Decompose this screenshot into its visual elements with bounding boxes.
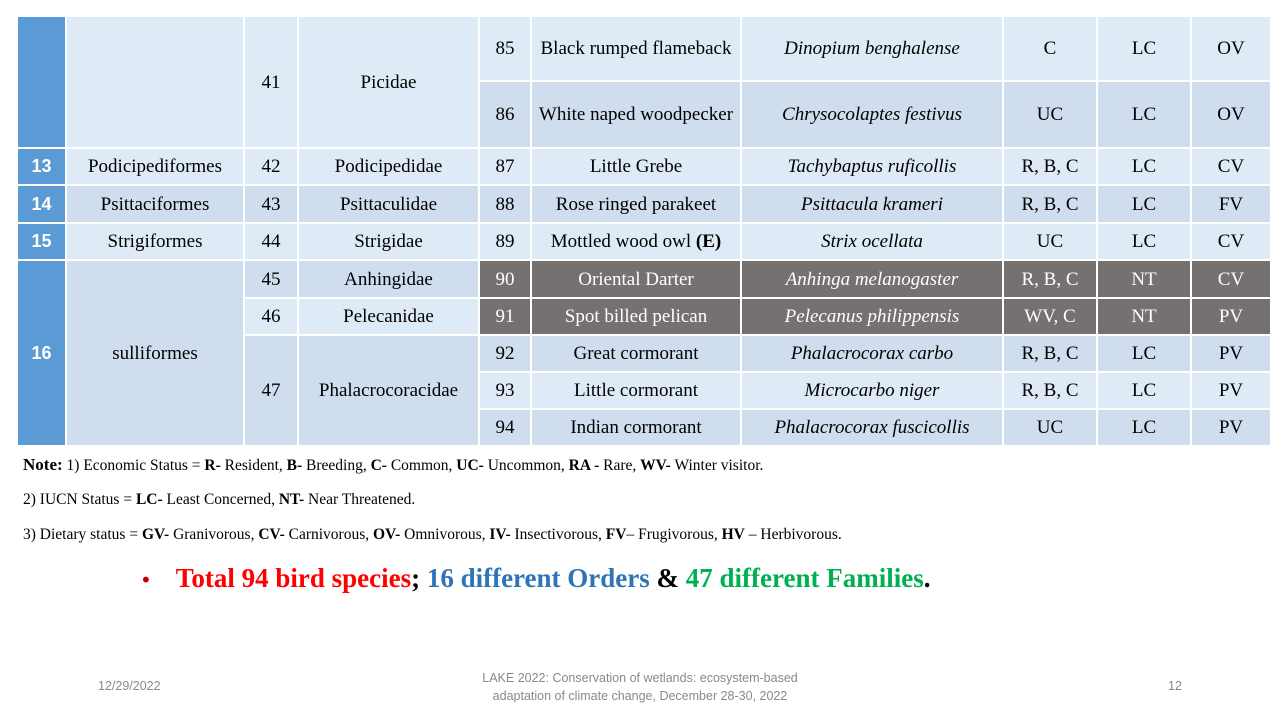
common-name-text: Mottled wood owl [550,231,692,252]
scientific-name-cell: Psittacula krameri [741,185,1003,223]
order-cell [66,16,244,148]
family-cell: Pelecanidae [298,298,479,335]
dietary-status-cell: CV [1191,148,1271,185]
note-label: Note: [23,455,63,474]
common-name-cell: Oriental Darter [531,260,741,298]
serial-number-cell: 92 [479,335,531,372]
iucn-status-cell: LC [1097,409,1191,446]
economic-status-cell: UC [1003,81,1097,148]
endemic-marker: (E) [695,231,722,252]
note-dietary-status [23,526,842,544]
order-cell: sulliformes [66,260,244,446]
order-cell: Strigiformes [66,223,244,260]
summary-separator: & [649,563,686,593]
iucn-items [136,491,415,508]
family-number-cell: 42 [244,148,298,185]
legend-value: – Frugivorous, [626,526,722,543]
serial-number-cell: 88 [479,185,531,223]
summary-families: 47 different Families [685,563,924,593]
serial-number-cell: 86 [479,81,531,148]
legend-value: Least Concerned, [162,491,279,508]
common-name-cell: Little cormorant [531,372,741,409]
legend-value: Omnivorous, [400,526,490,543]
order-number-cell [17,16,66,148]
diet-prefix: 3) Dietary status = [23,526,142,543]
family-number-cell: 46 [244,298,298,335]
bird-species-table [16,15,1272,447]
summary-separator: ; [411,563,427,593]
iucn-prefix: 2) IUCN Status = [23,491,136,508]
legend-value: Resident, [220,457,287,474]
family-cell: Psittaculidae [298,185,479,223]
legend-key: CV- [258,526,285,543]
diet-items [142,526,842,543]
common-name-cell: Black rumped flameback [531,16,741,81]
scientific-name-cell: Microcarbo niger [741,372,1003,409]
serial-number-cell: 93 [479,372,531,409]
scientific-name-cell: Dinopium benghalense [741,16,1003,81]
iucn-status-cell: LC [1097,335,1191,372]
table-row [17,16,1271,81]
order-cell: Podicipediformes [66,148,244,185]
bullet-icon: • [140,568,152,592]
dietary-status-cell: PV [1191,409,1271,446]
dietary-status-cell: FV [1191,185,1271,223]
legend-value: – Herbivorous. [744,526,842,543]
legend-key: RA - [568,457,600,474]
legend-key: R- [204,457,221,474]
legend-key: WV- [640,457,671,474]
dietary-status-cell: CV [1191,223,1271,260]
scientific-name-cell: Strix ocellata [741,223,1003,260]
common-name-cell: Great cormorant [531,335,741,372]
economic-status-cell: C [1003,16,1097,81]
iucn-status-cell: LC [1097,185,1191,223]
footer-title-line2: adaptation of climate change, December 28-30, 2022 [492,689,788,703]
legend-key: B- [286,457,303,474]
dietary-status-cell: OV [1191,16,1271,81]
common-name-cell [531,223,741,260]
dietary-status-cell: PV [1191,335,1271,372]
economic-status-cell: UC [1003,223,1097,260]
common-name-cell: Little Grebe [531,148,741,185]
footer-date: 12/29/2022 [98,679,161,693]
summary-end: . [923,563,931,593]
legend-key: HV [721,526,745,543]
common-name-cell: White naped woodpecker [531,81,741,148]
iucn-status-cell: LC [1097,148,1191,185]
economic-status-cell: R, B, C [1003,148,1097,185]
family-number-cell: 41 [244,16,298,148]
scientific-name-cell: Pelecanus philippensis [741,298,1003,335]
summary-line [140,563,930,594]
legend-value: Near Threatened. [304,491,416,508]
order-number-cell: 16 [17,260,66,446]
legend-key: C- [370,457,387,474]
footer-page-number: 12 [1168,679,1182,693]
dietary-status-cell: CV [1191,260,1271,298]
legend-key: OV- [373,526,401,543]
table-row [17,185,1271,223]
family-number-cell: 47 [244,335,298,446]
legend-key: IV- [489,526,511,543]
legend-value: Winter visitor. [670,457,764,474]
dietary-status-cell: PV [1191,372,1271,409]
dietary-status-cell: PV [1191,298,1271,335]
iucn-status-cell: LC [1097,372,1191,409]
legend-key: FV [605,526,627,543]
legend-value: Breeding, [302,457,371,474]
legend-value: Carnivorous, [284,526,373,543]
iucn-status-cell: LC [1097,223,1191,260]
dietary-status-cell: OV [1191,81,1271,148]
legend-value: Insectivorous, [510,526,606,543]
legend-key: LC- [135,491,163,508]
family-number-cell: 45 [244,260,298,298]
family-number-cell: 43 [244,185,298,223]
footer-title-line1: LAKE 2022: Conservation of wetlands: ecosystem-based [482,671,798,685]
family-cell: Strigidae [298,223,479,260]
scientific-name-cell: Tachybaptus ruficollis [741,148,1003,185]
legend-value: Rare, [599,457,641,474]
family-cell: Picidae [298,16,479,148]
iucn-status-cell: LC [1097,81,1191,148]
economic-status-cell: R, B, C [1003,260,1097,298]
economic-status-cell: UC [1003,409,1097,446]
economic-status-cell: R, B, C [1003,372,1097,409]
summary-total-species: Total 94 bird species [175,563,412,593]
serial-number-cell: 85 [479,16,531,81]
economic-status-cell: WV, C [1003,298,1097,335]
note-iucn-status [23,491,415,509]
serial-number-cell: 91 [479,298,531,335]
common-name-cell: Rose ringed parakeet [531,185,741,223]
scientific-name-cell: Chrysocolaptes festivus [741,81,1003,148]
footer-title [430,669,850,705]
legend-key: NT- [278,491,305,508]
legend-value: Granivorous, [169,526,259,543]
iucn-status-cell: LC [1097,16,1191,81]
serial-number-cell: 87 [479,148,531,185]
table-row [17,223,1271,260]
scientific-name-cell: Anhinga melanogaster [741,260,1003,298]
common-name-cell: Indian cormorant [531,409,741,446]
iucn-status-cell: NT [1097,298,1191,335]
order-number-cell: 14 [17,185,66,223]
family-cell: Podicipedidae [298,148,479,185]
legend-value: Common, [386,457,457,474]
family-cell: Anhingidae [298,260,479,298]
common-name-cell: Spot billed pelican [531,298,741,335]
serial-number-cell: 94 [479,409,531,446]
scientific-name-cell: Phalacrocorax carbo [741,335,1003,372]
economic-status-cell: R, B, C [1003,185,1097,223]
family-number-cell: 44 [244,223,298,260]
order-number-cell: 15 [17,223,66,260]
table-row [17,260,1271,298]
summary-orders: 16 different Orders [426,563,650,593]
family-cell: Phalacrocoracidae [298,335,479,446]
econ-items [204,457,763,474]
legend-value: Uncommon, [483,457,569,474]
note-economic-status [23,455,763,475]
order-cell: Psittaciformes [66,185,244,223]
table-row [17,148,1271,185]
serial-number-cell: 90 [479,260,531,298]
scientific-name-cell: Phalacrocorax fuscicollis [741,409,1003,446]
legend-key: GV- [141,526,170,543]
econ-prefix: 1) Economic Status = [62,457,205,474]
legend-key: UC- [456,457,484,474]
economic-status-cell: R, B, C [1003,335,1097,372]
iucn-status-cell: NT [1097,260,1191,298]
order-number-cell: 13 [17,148,66,185]
serial-number-cell: 89 [479,223,531,260]
